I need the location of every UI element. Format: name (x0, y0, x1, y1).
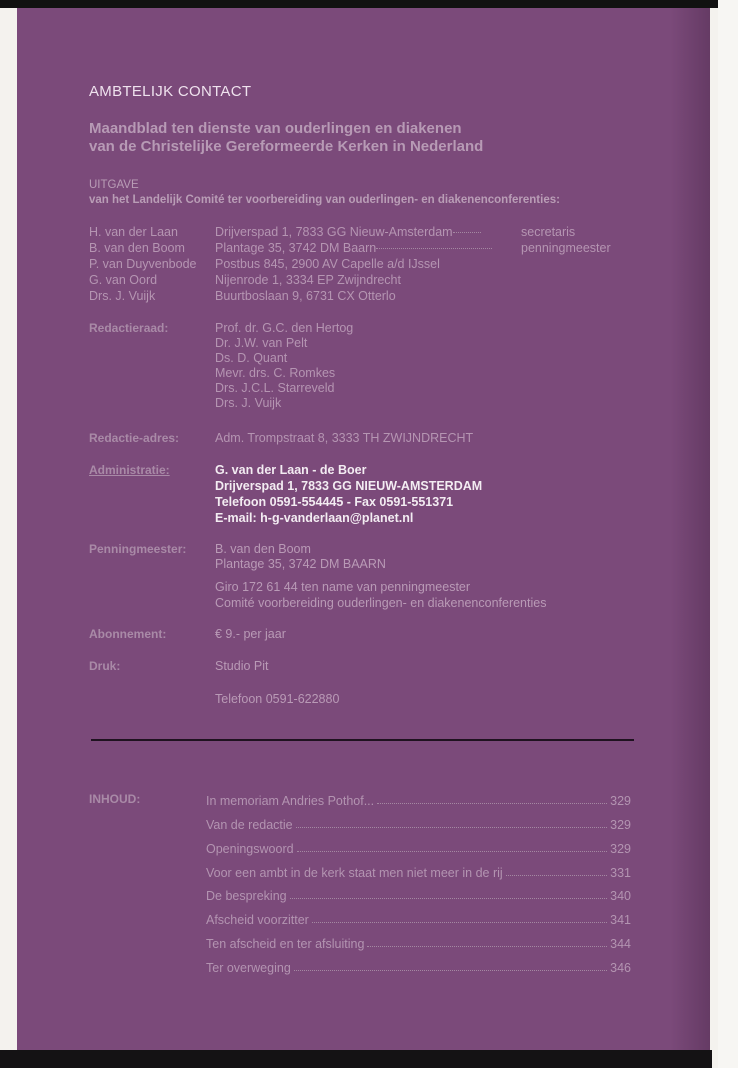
redactieraad-member: Drs. J.C.L. Starreveld (215, 381, 335, 395)
penningmeester-label: Penningmeester: (89, 542, 187, 556)
toc-item[interactable]: In memoriam Andries Pothof... 329 (206, 794, 631, 808)
committee-name: B. van den Boom (89, 241, 185, 255)
inhoud-label: INHOUD: (89, 792, 141, 806)
abonnement-label: Abonnement: (89, 627, 167, 641)
redactieraad-label: Redactieraad: (89, 321, 169, 335)
penningmeester-giro: Giro 172 61 44 ten name van penningmeester (215, 580, 471, 594)
redactieraad-member: Prof. dr. G.C. den Hertog (215, 321, 354, 335)
penningmeester-address: Plantage 35, 3742 DM BAARN (215, 557, 386, 571)
redactieraad-member: Ds. D. Quant (215, 351, 288, 365)
scan-right-margin (718, 0, 738, 1068)
committee-name: Drs. J. Vuijk (89, 289, 156, 303)
committee-name: H. van der Laan (89, 225, 178, 239)
uitgave-label: UITGAVE (89, 179, 139, 191)
penningmeester-name: B. van den Boom (215, 542, 311, 556)
toc-item[interactable]: Voor een ambt in de kerk staat men niet meer in de rij 331 (206, 866, 631, 880)
toc-item[interactable]: Ten afscheid en ter afsluiting 344 (206, 937, 631, 951)
committee-role: penningmeester (521, 241, 611, 255)
druk-label: Druk: (89, 659, 121, 673)
toc-item[interactable]: Ter overweging 346 (206, 961, 631, 975)
druk-value: Studio Pit (215, 659, 269, 673)
redactie-adres-value: Adm. Trompstraat 8, 3333 TH ZWIJNDRECHT (215, 431, 474, 445)
committee-name: P. van Duyvenbode (89, 257, 197, 271)
administratie-label: Administratie: (89, 463, 170, 477)
redactieraad-member: Dr. J.W. van Pelt (215, 336, 308, 350)
administratie-phone: Telefoon 0591-554445 - Fax 0591-551371 (215, 495, 454, 509)
administratie-address: Drijverspad 1, 7833 GG NIEUW-AMSTERDAM (215, 479, 483, 493)
committee-address: Postbus 845, 2900 AV Capelle a/d IJssel (215, 257, 440, 271)
redactie-adres-label: Redactie-adres: (89, 431, 180, 445)
magazine-title: AMBTELIJK CONTACT (89, 83, 252, 100)
uitgave-description: van het Landelijk Comité ter voorbereiding van ouderlingen- en diakenenconferenties: (89, 194, 560, 206)
druk-phone: Telefoon 0591-622880 (215, 692, 340, 706)
committee-address: Drijverspad 1, 7833 GG Nieuw-Amsterdam (215, 225, 481, 239)
committee-address: Buurtboslaan 9, 6731 CX Otterlo (215, 289, 396, 303)
scan-top-edge (0, 0, 738, 8)
committee-name: G. van Oord (89, 273, 158, 287)
administratie-email: E-mail: h-g-vanderlaan@planet.nl (215, 511, 414, 525)
magazine-colophon-page (17, 8, 710, 1050)
scan-bottom-edge (0, 1050, 712, 1068)
magazine-subtitle-line-1: Maandblad ten dienste van ouderlingen en diakenen (89, 120, 462, 137)
toc-item[interactable]: Openingswoord 329 (206, 842, 631, 856)
committee-address: Nijenrode 1, 3334 EP Zwijndrecht (215, 273, 401, 287)
toc-item[interactable]: Van de redactie 329 (206, 818, 631, 832)
redactieraad-member: Mevr. drs. C. Romkes (215, 366, 336, 380)
section-divider (91, 739, 634, 741)
redactieraad-member: Drs. J. Vuijk (215, 396, 282, 410)
toc-item[interactable]: De bespreking 340 (206, 889, 631, 903)
committee-role: secretaris (521, 225, 576, 239)
toc-item[interactable]: Afscheid voorzitter 341 (206, 913, 631, 927)
penningmeester-giro-name: Comité voorbereiding ouderlingen- en diakenenconferenties (215, 596, 547, 610)
magazine-subtitle-line-2: van de Christelijke Gereformeerde Kerken in Nederland (89, 138, 484, 155)
committee-address: Plantage 35, 3742 DM Baarn (215, 241, 492, 255)
administratie-name: G. van der Laan - de Boer (215, 463, 367, 477)
abonnement-value: € 9.- per jaar (215, 627, 286, 641)
